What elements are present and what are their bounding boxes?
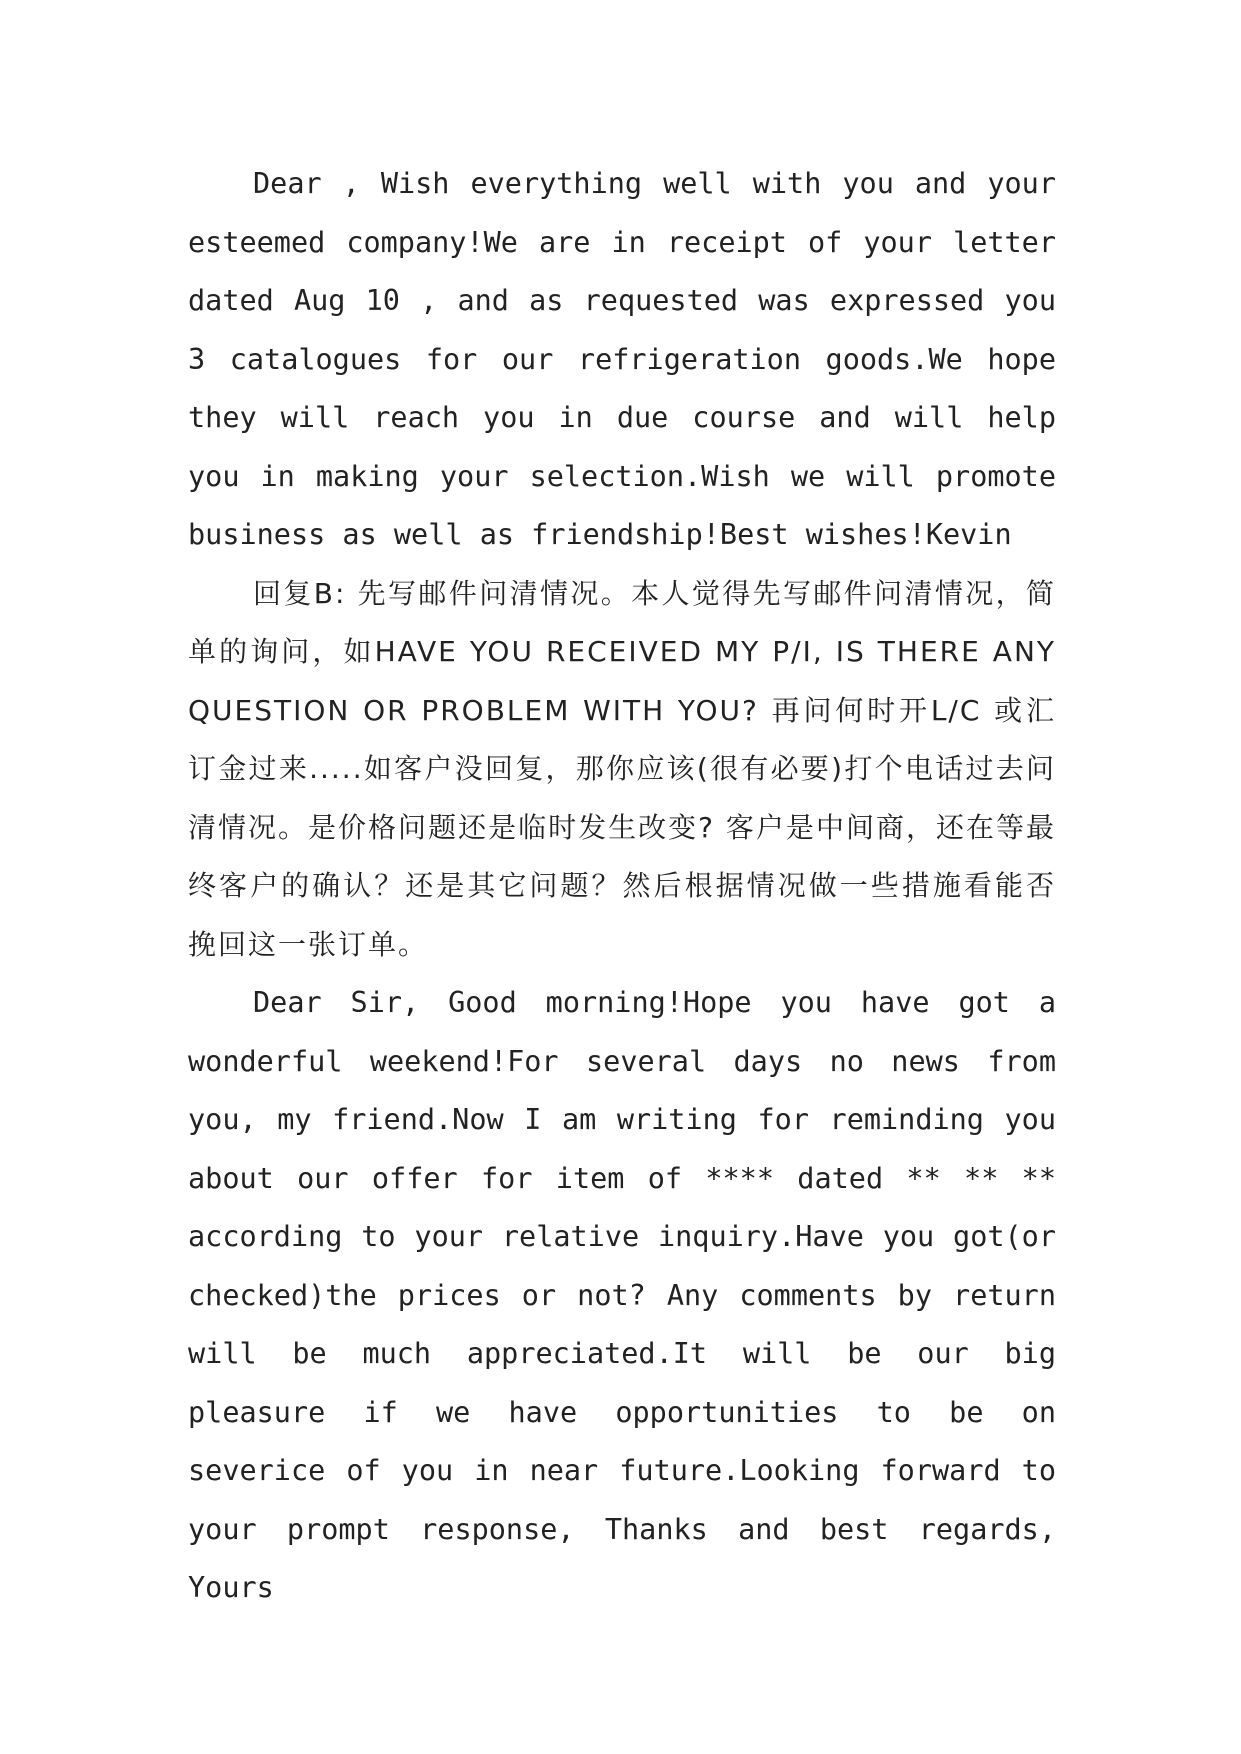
paragraph-follow-up-letter: Dear Sir, Good morning!Hope you have got a wonderful weekend!For several days no news from you, my friend.Now I am writing for reminding you about our offer for item of **** dated ** ** ** according to your relative inquiry.Have you got(or checked)the prices or not? Any comments by return will be much appreciated.It will be our big pleasure if we have opportunities to be on severice of you in near future.Looking forward to your prompt response, Thanks and best regards, Yours: [188, 986, 1056, 1604]
document-page: [188, 155, 1056, 1618]
paragraph-reply-b: 回复B: 先写邮件问清情况。本人觉得先写邮件问清情况，简单的询问，如HAVE YOU RECEIVED MY P/I, IS THERE ANY QUESTION OR PROBLEM WITH YOU? 再问何时开L/C 或汇订金过来.....如客户没回复，那你应该(很有必要)打个电话过去问清情况。是价格问题还是临时发生改变? 客户是中间商，还在等最终客户的确认？还是其它问题？然后根据情况做一些措施看能否挽回这一张订单。: [188, 576, 1056, 961]
paragraph-reply-kevin: Dear , Wish everything well with you and your esteemed company!We are in receipt of your letter dated Aug 10 , and as requested was expressed you 3 catalogues for our refrigeration goods.We hope they will reach you in due course and will help you in making your selection.Wish we will promote business as well as friendship!Best wishes!Kevin: [188, 167, 1056, 551]
